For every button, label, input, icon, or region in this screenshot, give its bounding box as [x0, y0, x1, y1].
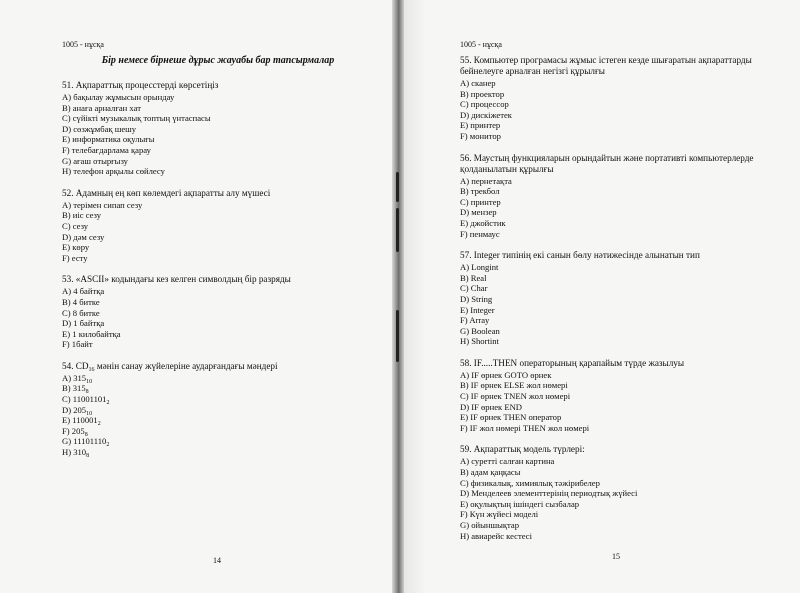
page-number: 15 [612, 552, 620, 561]
option: D) сөзжұмбақ шешу [62, 123, 137, 134]
question-text: 55. Компьютер програмасы жұмыс істеген кезде шығаратын ақпараттарды бейнелеуге арналған негізгі құрылғы [460, 55, 752, 76]
option: E) информатика оқулығы [62, 134, 155, 145]
question-text-rest: мәнін санау жүйелеріне аударғандағы мәндері [94, 360, 278, 371]
radix-subscript: 16 [88, 366, 95, 373]
radix-subscript: 8 [85, 389, 89, 396]
option: F) телебағдарлама қарау [62, 144, 151, 155]
option: B) анаға арналған хат [62, 102, 141, 113]
option: C) сүйікті музыкалық топтың үнтаспасы [62, 113, 211, 124]
option: B) адам қаңқасы [460, 467, 521, 478]
question-52 [62, 188, 374, 264]
binding-mark [396, 310, 399, 362]
question-55 [460, 55, 786, 142]
option: E) оқулықтың ішіндегі сызбалар [460, 498, 580, 509]
question-text: 51. Ақпараттық процесстерді көрсетіңіз [62, 80, 219, 90]
option: A) сканер [460, 78, 496, 88]
question-51 [62, 80, 374, 177]
option: C) физикалық, химиялық тәжірибелер [460, 477, 600, 488]
option: C) IF өрнек TNEN жол нөмері [460, 391, 571, 402]
option: A) Longint [460, 262, 499, 273]
option: E) джойстик [460, 217, 506, 228]
page-header: 1005 - нұсқа [460, 40, 502, 49]
question-53 [62, 274, 374, 350]
radix-subscript: 2 [97, 421, 101, 428]
option: F) монитор [460, 130, 501, 141]
option: C) процессор [460, 99, 509, 110]
question-text [62, 361, 374, 372]
option [62, 394, 374, 405]
option: C) сезу [62, 220, 89, 231]
option: A) IF өрнек GOTO өрнек [460, 369, 552, 380]
option: D) Менделеев элементтерінің периодтық жүйесі [460, 488, 638, 499]
question-text-main: 54. CD [62, 360, 89, 371]
option-value: C) 11001101 [62, 394, 107, 405]
option [62, 436, 374, 447]
option: B) проектор [460, 88, 505, 99]
option: A) терімен сипап сезу [62, 199, 143, 210]
option: G) ағаш отырғызу [62, 155, 128, 166]
section-title: Бір немесе бірнеше дұрыс жауабы бар тапсырмалар [101, 55, 335, 66]
question-text: 56. Маустың функцияларын орындайтын және портативті компьютерлерде қолданылатын құрылғы [460, 152, 754, 174]
option: B) трекбол [460, 186, 500, 197]
binding-mark [396, 208, 399, 252]
radix-subscript: 10 [86, 378, 93, 385]
option: A) пернетақта [460, 175, 512, 186]
option: A) 4 байтқа [62, 286, 105, 297]
option: F) есту [62, 252, 88, 263]
option: H) Shortint [460, 336, 499, 347]
option-value: F) 205 [62, 425, 85, 436]
option: G) Boolean [460, 325, 500, 336]
option [62, 405, 374, 416]
option: E) Integer [460, 304, 495, 315]
option [62, 447, 374, 458]
question-59 [460, 444, 786, 541]
option: D) мензер [460, 207, 497, 218]
page-number: 14 [213, 556, 221, 565]
option: D) 1 байтқа [62, 318, 105, 329]
option: B) иіс сезу [62, 210, 102, 221]
right-page [404, 0, 800, 593]
radix-subscript: 2 [106, 442, 110, 449]
option-value: G) 11101110 [62, 436, 107, 447]
page-header: 1005 - нұсқа [62, 40, 104, 49]
option: D) IF өрнек END [460, 401, 522, 412]
option: F) 1байт [62, 339, 93, 350]
option: C) Char [460, 283, 488, 294]
question-text: 52. Адамның ең көп көлемдегі ақпаратты алу мүшесі [62, 187, 271, 198]
option [62, 426, 374, 437]
option: C) 8 битке [62, 307, 100, 318]
option-value: D) 205 [62, 404, 87, 415]
question-58 [460, 358, 786, 434]
option: B) IF өрнек ELSE жол нөмері [460, 380, 568, 391]
question-56 [460, 153, 786, 240]
question-57 [460, 250, 786, 347]
radix-subscript: 8 [86, 453, 90, 460]
left-page [0, 0, 392, 593]
option [62, 373, 374, 384]
radix-subscript: 8 [84, 431, 88, 438]
option [62, 415, 374, 426]
question-text: 58. IF.....THEN операторының қарапайым түрде жазылуы [460, 357, 685, 368]
radix-subscript: 2 [106, 400, 110, 407]
option: E) принтер [460, 120, 501, 131]
option-value: A) 315 [62, 372, 87, 383]
option: D) String [460, 293, 493, 304]
option-value: B) 315 [62, 383, 86, 394]
option: E) 1 килобайтқа [62, 328, 121, 339]
option: H) телефон арқылы сөйлесу [62, 166, 165, 177]
option: F) Array [460, 315, 490, 326]
option-value: H) 310 [62, 447, 87, 458]
option: E) көру [62, 242, 90, 253]
question-text: 57. Integer типінің екі санын бөлу нәтижесінде алынатын тип [460, 250, 700, 261]
question-text: 59. Ақпараттық модель түрлері: [460, 444, 585, 455]
option: A) бақылау жұмысын орындау [62, 92, 175, 102]
book-spine [392, 0, 404, 593]
option: E) IF өрнек THEN оператор [460, 412, 562, 423]
option: C) принтер [460, 196, 501, 207]
binding-mark [396, 172, 399, 202]
radix-subscript: 10 [86, 410, 93, 417]
option: G) ойыншықтар [460, 520, 520, 530]
question-text: 53. «ASCII» кодындағы кез келген символдың бір разряды [62, 274, 291, 285]
option: A) суреттi салған картина [460, 456, 555, 467]
option: H) авиарейс кестесі [460, 530, 532, 541]
option: F) пенмаус [460, 228, 500, 239]
option: F) Күн жүйесі моделі [460, 509, 539, 520]
option: B) 4 битке [62, 296, 100, 307]
option: D) дәм сезу [62, 231, 105, 242]
option: D) дискіжетек [460, 109, 512, 120]
option-value: E) 110001 [62, 415, 98, 426]
option [62, 383, 374, 394]
option: F) IF жол нөмері THEN жол нөмері [460, 422, 590, 433]
option: B) Real [460, 272, 487, 283]
question-54 [62, 361, 374, 458]
